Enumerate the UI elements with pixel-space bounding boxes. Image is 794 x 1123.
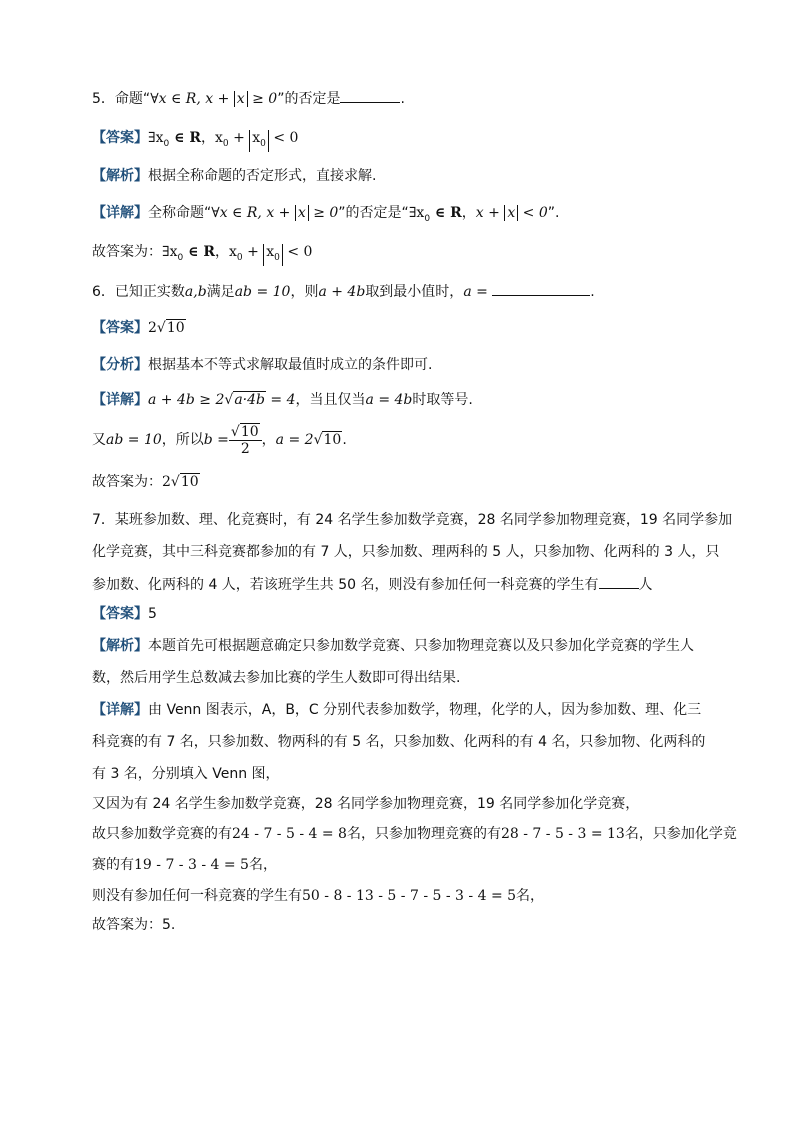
a-plus-4b: a + 4b [318,284,366,300]
subscript-zero: 0 [163,138,170,149]
q7-stem-text: 某班参加数、理、化竞赛时，有 24 名学生参加数学竞赛，28 名同学参加物理竞赛，19 名同学参加 [114,512,733,528]
forall-text: ∀x ∈ R, x + [150,91,234,107]
numerator [229,424,262,441]
answer-blank [340,88,400,103]
q5-stem-text: 命题“ [114,91,151,107]
q7-answer [92,604,157,624]
q7-analysis-line1 [92,636,694,656]
abs-x-var: x [266,244,275,260]
sqrt-icon: √10 [313,432,342,448]
abs-x-var: x [252,130,261,146]
lt-zero: < 0 [268,130,299,146]
radicand: a·4b [234,392,265,408]
comma: ， [461,205,476,221]
analysis-text: 根据基本不等式求解取最值时成立的条件即可. [148,357,433,373]
math-expression: 50 - 8 - 13 - 5 - 7 - 5 - 3 - 4 = 5 [302,888,517,904]
answer-blank [492,281,590,296]
radicand: 10 [180,474,199,490]
q7-stem-text: 参加数、化两科的 4 人，若该班学生共 50 名，则没有参加任何一科竞赛的学生有 [92,577,599,593]
q6-stem-end: . [590,284,595,300]
q7-detail-line5 [92,824,737,844]
subscript-zero: 0 [177,252,184,263]
math-expression: 24 - 7 - 5 - 4 = 8 [232,826,347,842]
detail-end: ”. [547,205,560,221]
ab-eq-10: ab = 10 [106,432,162,448]
abs-x [295,205,309,221]
math-expression [211,205,338,221]
detail-text: 故只参加数学竞赛的有 [92,826,232,842]
q6-stem-text: 已知正实数 [114,284,185,300]
math-expression: $x_0 + x_0 < 0$ [215,130,298,146]
q6-number: 6． [92,284,115,300]
detail-end: 时取等号. [412,392,473,408]
sqrt-icon: √10 [170,474,199,490]
sqrt-icon: √10 [230,423,259,440]
detail-end: . [342,432,347,448]
forall-text: ∀x ∈ R, x + [211,205,295,221]
analysis-tag: 【解析】 [92,168,148,184]
in-reals: ∈ R [430,205,462,221]
q7-stem-line2 [92,542,719,562]
abs-x [234,91,248,107]
abs-x0 [263,244,283,266]
q5-analysis [92,166,376,186]
q7-detail-line4 [92,794,639,814]
a-eq-4b: a = 4b [365,392,413,408]
q6-stem-text: 取到最小值时， [365,284,464,300]
detail-text: 有 3 名，分别填入 Venn 图， [92,766,280,782]
detail-tag: 【详解】 [92,702,148,718]
detail-text: 赛的有 [92,857,134,873]
x-plus: x + [475,205,505,221]
coef-two: 2 [162,474,171,490]
detail-text: 名， [248,857,277,873]
inequality: a + 4b ≥ 2 [148,392,225,408]
math-expression: 19 - 7 - 3 - 4 = 5 [134,857,249,873]
q7-final [92,915,175,935]
analysis-tag: 【解析】 [92,638,148,654]
q5-detail [92,203,559,229]
q7-detail-line2 [92,732,705,752]
detail-tag: 【详解】 [92,205,148,221]
answer-blank [599,574,639,589]
answer-tag: 【答案】 [92,130,148,146]
q7-stem-end: 人 [638,577,653,593]
geq-zero: ≥ 0 [308,205,339,221]
math-expression [150,91,277,107]
q6-final [92,472,200,492]
math-2sqrt10 [162,474,200,490]
abs-x [504,205,518,221]
math-expression: 28 - 7 - 5 - 3 = 13 [500,826,625,842]
radicand: 10 [323,432,342,448]
subscript-zero: 0 [260,138,266,149]
subscript-zero: 0 [274,252,280,263]
in-reals: ∈ R [169,130,201,146]
denominator: 2 [240,440,250,457]
q5-stem-end: . [400,91,405,107]
answer-value: 5 [148,606,157,622]
q7-analysis-line2 [92,668,460,688]
fraction [229,424,262,457]
final-text: 故答案为： [92,244,162,260]
subscript-zero: 0 [424,213,431,224]
q5-stem [92,88,405,109]
analysis-text: 本题首先可根据题意确定只参加数学竞赛、只参加物理竞赛以及只参加化学竞赛的学生人 [148,638,694,654]
q6-stem-text: ，则 [290,284,319,300]
radicand: 10 [166,320,185,336]
sqrt-icon: √a·4b [224,392,265,408]
final-text: 故答案为：5. [92,917,176,933]
detail-tag: 【详解】 [92,392,148,408]
detail-text: 又 [92,432,106,448]
detail-text: 又因为有 24 名学生参加数学竞赛，28 名同学参加物理竞赛，19 名同学参加化学竞赛， [92,796,640,812]
comma: ， [261,432,276,448]
detail-text: 名，只参加物理竞赛的有 [346,826,501,842]
q7-stem-text: 化学竞赛，其中三科竞赛都参加的有 7 人，只参加数、理两科的 5 人，只参加物、化两科的 3 人，只 [92,544,720,560]
analysis-text: 根据全称命题的否定形式，直接求解. [148,168,377,184]
comma: ， [214,244,229,260]
final-text: 故答案为： [92,474,162,490]
q7-stem-line3 [92,574,653,595]
q7-number: 7． [92,512,115,528]
b-eq: b = [203,432,229,448]
coef-two: 2 [148,320,157,336]
q7-detail-line3 [92,764,280,784]
radicand: 10 [240,423,259,440]
analysis-text: 数，然后用学生总数减去参加比赛的学生人数即可得出结果. [92,670,461,686]
math-expression: $x_0 + x_0 < 0$ [229,244,312,260]
x-var: x [214,130,223,146]
abs-x-var: x [507,205,516,221]
a-eq: a = [463,284,488,300]
q7-detail-line6 [92,855,277,875]
sqrt-icon: √10 [156,320,185,336]
q6-detail-line2 [92,421,347,459]
comma: ， [200,130,215,146]
q6-detail [92,390,473,410]
q6-stem [92,281,595,302]
ab-eq-10: ab = 10 [234,284,291,300]
q7-stem-line1 [92,510,732,530]
q5-final [92,242,312,268]
math-2sqrt10 [148,320,186,336]
ab-vars: a,b [184,284,207,300]
detail-text: 由 Venn 图表示，A，B，C 分别代表参加数学，物理，化学的人，因为参加数、理、化三 [148,702,702,718]
lt-zero: < 0 [282,244,313,260]
detail-text: 名，只参加化学竞 [624,826,737,842]
analysis-tag: 【分析】 [92,357,148,373]
eq-four: = 4 [265,392,296,408]
abs-x-var: x [236,91,245,107]
x-var: x [228,244,237,260]
in-reals: ∈ R [183,244,215,260]
q6-answer [92,318,186,338]
answer-tag: 【答案】 [92,320,148,336]
answer-tag: 【答案】 [92,606,148,622]
detail-text: 名， [516,888,545,904]
exists-symbol: ∃x [408,205,425,221]
subscript-zero: 0 [222,138,229,149]
subscript-zero: 0 [236,252,243,263]
math-expression [476,205,548,221]
q5-stem-post: ”的否定是 [277,91,341,107]
abs-x-var: x [297,205,306,221]
lt-zero: < 0 [518,205,548,221]
q7-detail-line1 [92,700,701,720]
detail-text: ，当且仅当 [295,392,366,408]
q7-detail-line7 [92,886,544,906]
exists-symbol: ∃x [148,130,164,146]
q6-stem-text: 满足 [206,284,235,300]
a-eq-2: a = 2 [275,432,314,448]
detail-text: 则没有参加任何一科竞赛的学生有 [92,888,302,904]
q6-analysis [92,355,432,375]
exists-symbol: ∃x [162,244,178,260]
abs-x0 [249,130,269,152]
detail-text: 全称命题“ [148,205,212,221]
geq-zero: ≥ 0 [247,91,278,107]
q5-number: 5． [92,91,115,107]
detail-text: ”的否定是“ [338,205,409,221]
detail-text: ，所以 [161,432,204,448]
q5-answer [92,128,298,154]
detail-text: 科竞赛的有 7 名，只参加数、物两科的有 5 名，只参加数、化两科的有 4 名，只参加物、化两科的 [92,734,706,750]
math-expression [148,392,296,408]
